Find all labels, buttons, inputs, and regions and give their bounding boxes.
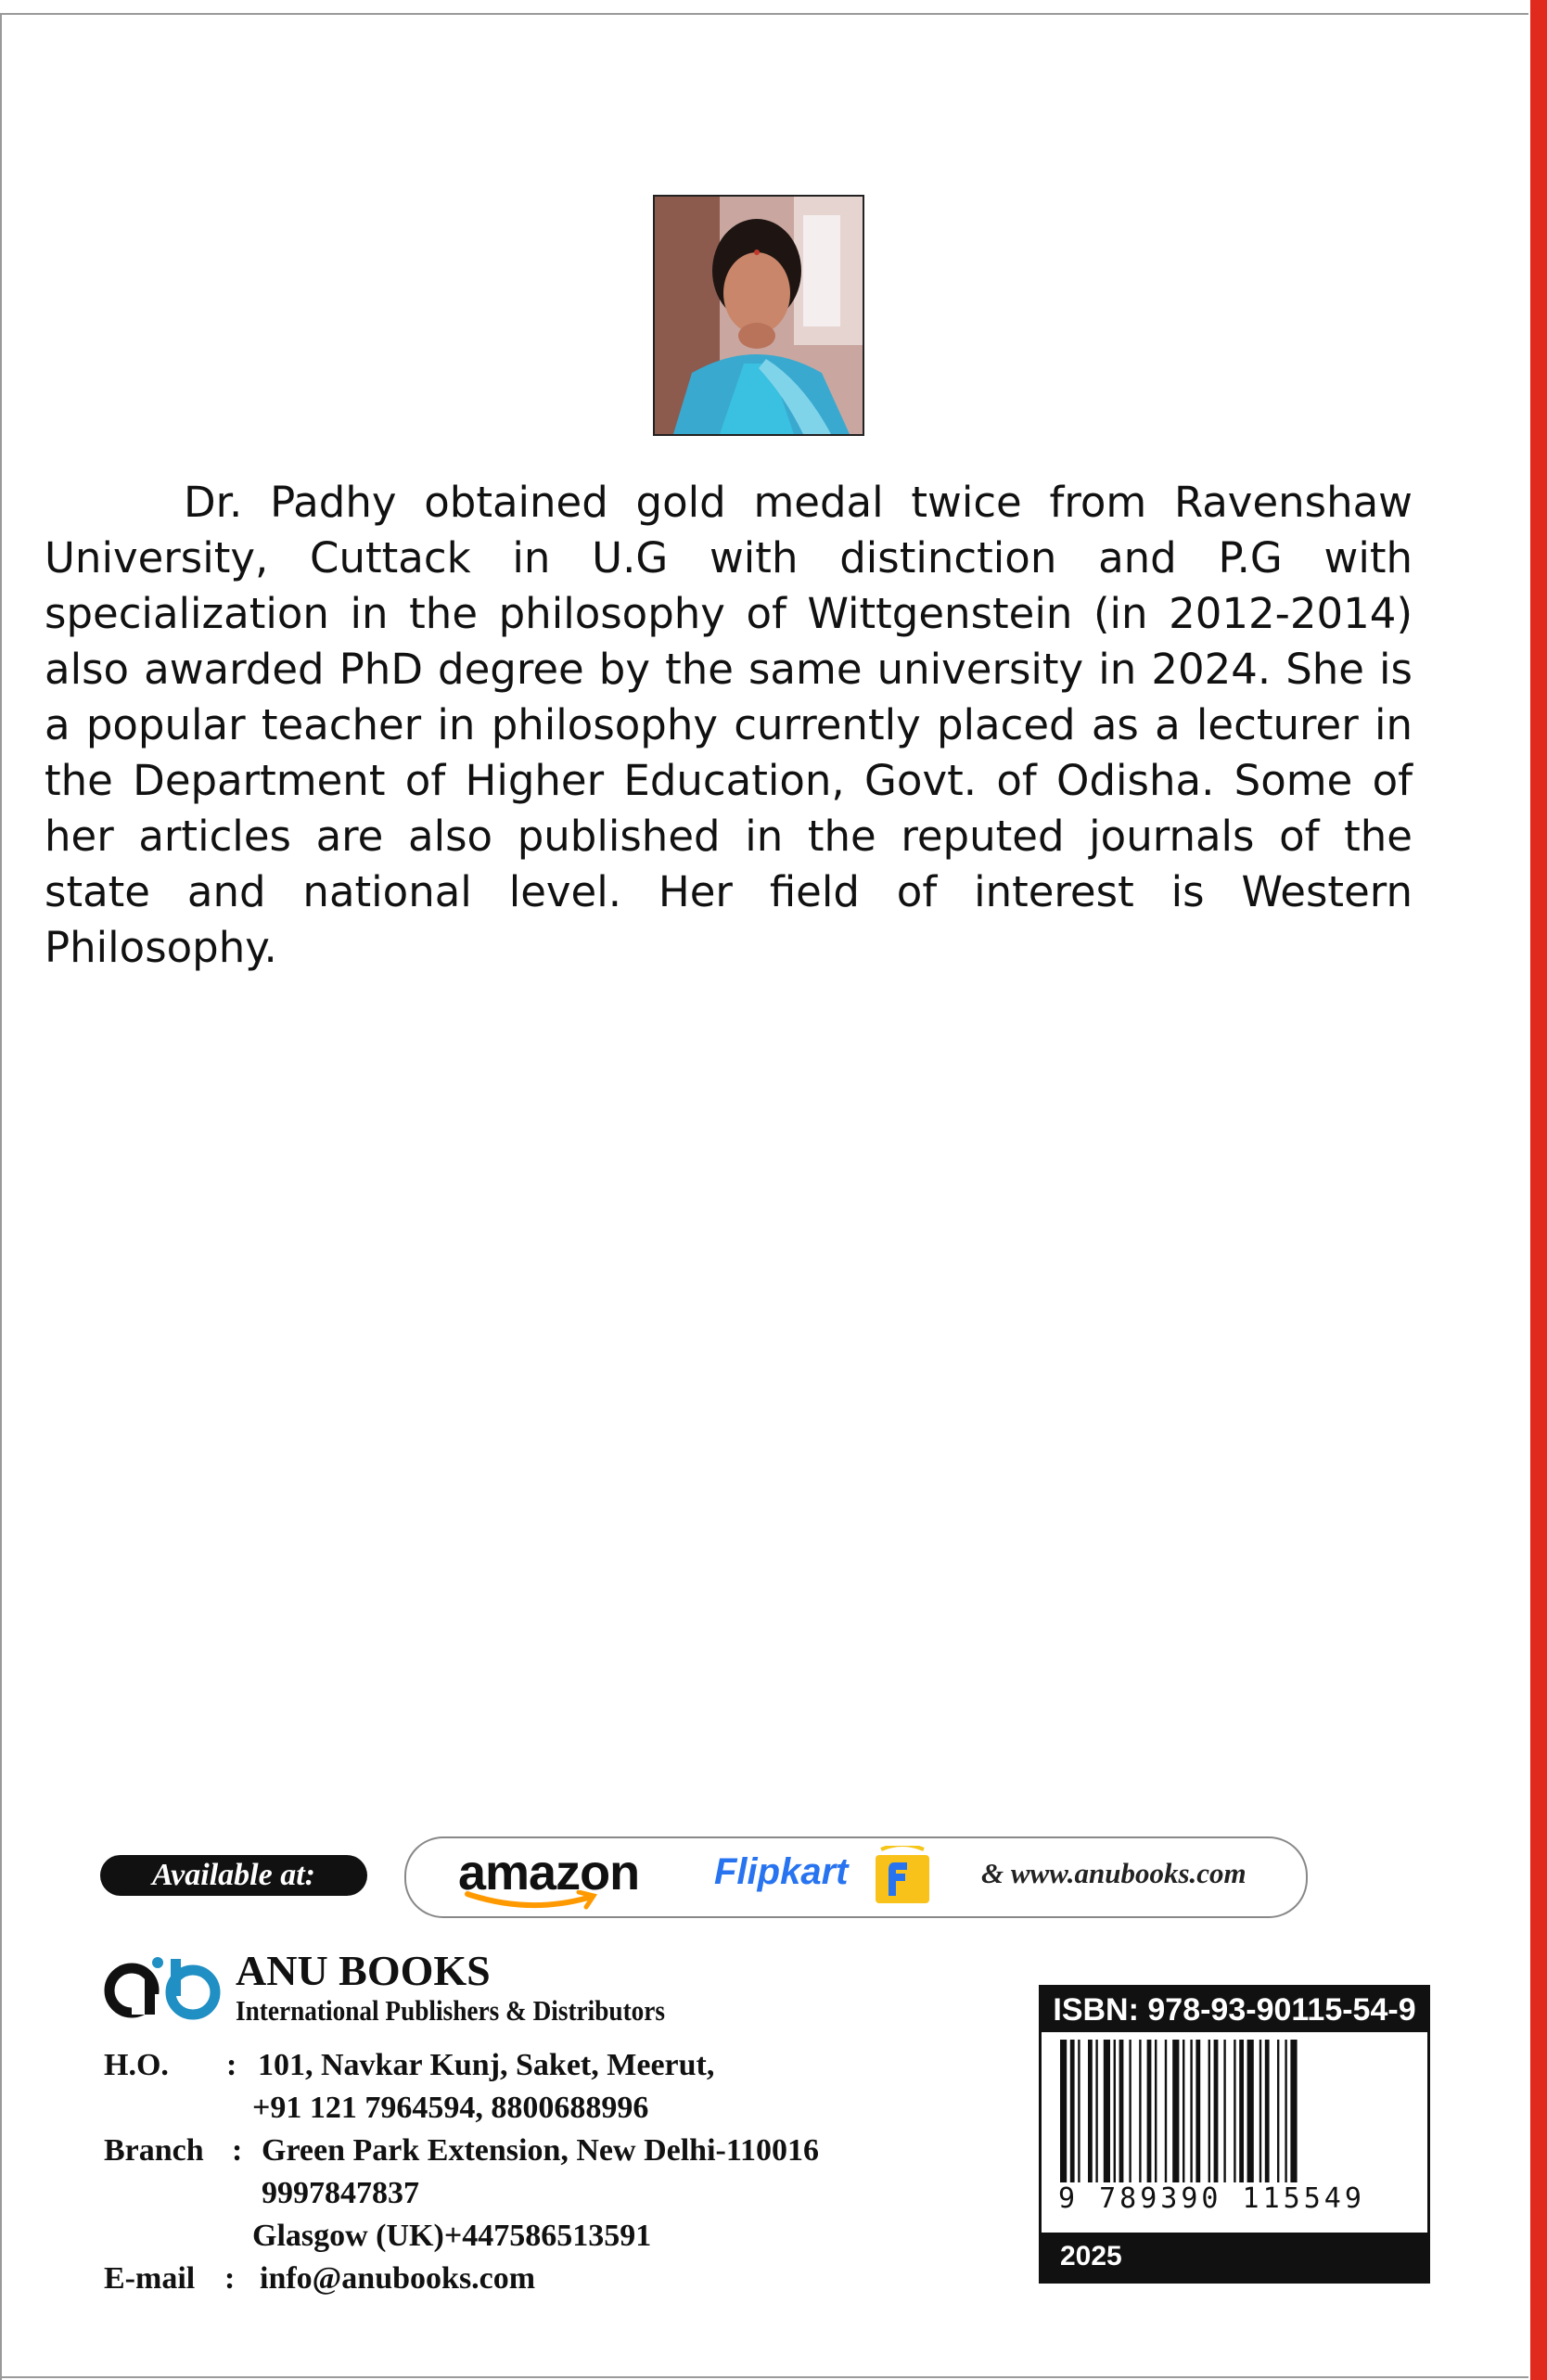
isbn-barcode	[1039, 1985, 1430, 2284]
spine-edge	[1530, 0, 1547, 2380]
flipkart-logo[interactable]: Flipkart	[714, 1851, 849, 1892]
publisher-tagline: International Publishers & Distributors	[236, 1994, 666, 2027]
ho-phone: +91 121 7964594, 8800688996	[252, 2091, 649, 2125]
branch-address: Green Park Extension, New Delhi-110016	[262, 2133, 819, 2168]
author-bio: Dr. Padhy obtained gold medal twice from Ravenshaw University, Cuttack in U.G with distinction and P.G with specialization in the philosophy of Wittgenstein (in 2012-2014) also awarded PhD degree by the same university in 2024. She is a popular teacher in philosophy currently placed as a lecturer in the Department of Higher Education, Govt. of Odisha. Some of her articles are also published in the reputed journals of the state and national level. Her field of interest is Western Philosophy.	[45, 478, 1413, 972]
author-portrait-icon	[655, 197, 863, 434]
barcode-bars-icon	[1060, 2040, 1409, 2207]
isbn-label: ISBN: 978-93-90115-54-9	[1042, 1988, 1427, 2032]
cover-border-left	[0, 13, 2, 2380]
branch-phone: 9997847837	[262, 2176, 419, 2210]
ho-separator: :	[226, 2048, 237, 2082]
publication-year: 2025	[1042, 2233, 1427, 2281]
branch-label: Branch	[104, 2133, 204, 2168]
email-separator: :	[224, 2261, 236, 2296]
email-address[interactable]: info@anubooks.com	[260, 2261, 536, 2296]
author-photo	[653, 195, 864, 436]
website-link[interactable]: & www.anubooks.com	[981, 1857, 1247, 1889]
barcode-digits: 9 789390 115549	[1058, 2182, 1411, 2215]
amazon-logo[interactable]: amazon	[458, 1845, 640, 1900]
anu-books-logo-icon	[104, 1951, 224, 2022]
email-label: E-mail	[104, 2261, 196, 2296]
store-links	[404, 1836, 1308, 1918]
branch-separator: :	[232, 2133, 243, 2168]
ho-label: H.O.	[104, 2048, 169, 2082]
ho-address: 101, Navkar Kunj, Saket, Meerut,	[258, 2048, 715, 2082]
available-at-label: Available at:	[100, 1855, 367, 1896]
branch-glasgow: Glasgow (UK)+447586513591	[252, 2219, 652, 2253]
cover-border-top	[0, 13, 1528, 15]
cover-border-bottom	[0, 2376, 1528, 2378]
flipkart-bag-icon	[872, 1846, 933, 1905]
amazon-smile-icon	[464, 1890, 603, 1913]
publisher-name: ANU BOOKS	[236, 1947, 491, 1994]
